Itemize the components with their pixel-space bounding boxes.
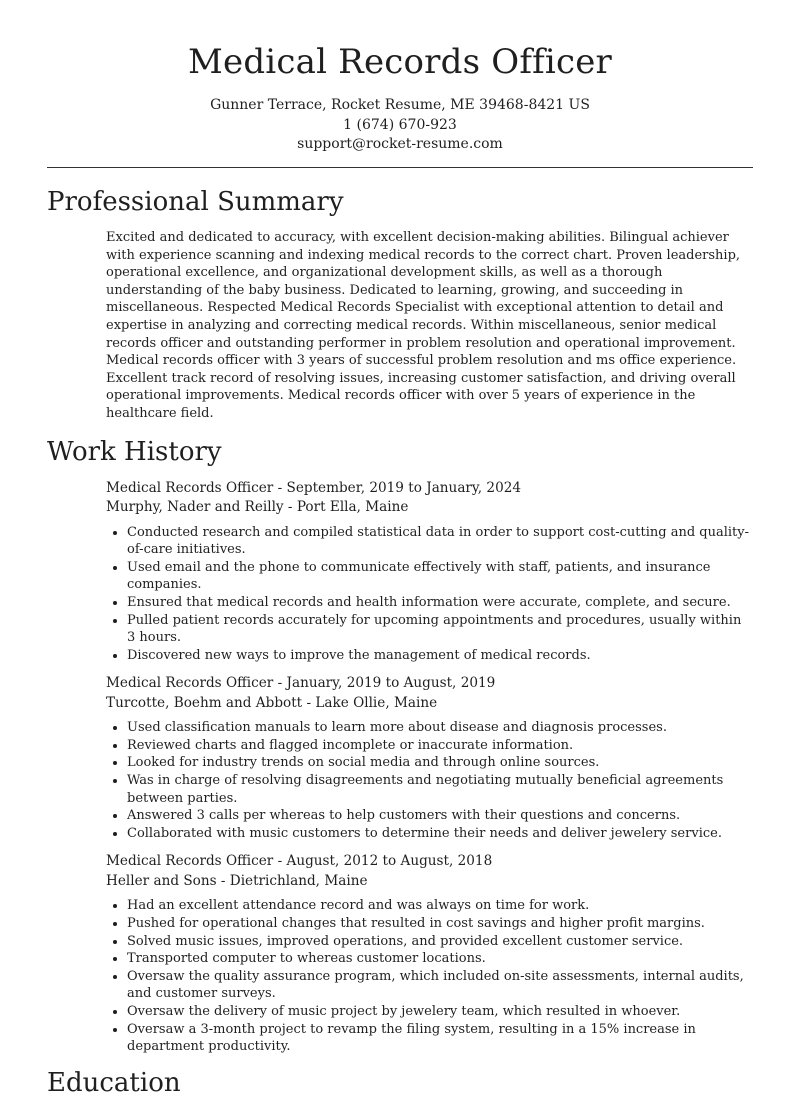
summary-text: Excited and dedicated to accuracy, with excellent decision-making abilities. Bilingual achiever with experience scanning and indexing medical records to the correct chart. Proven leadership, operational excellence, and organizational development skills, as well as a thorough understanding of the baby business. Dedicated to learning, growing, and succeeding in miscellaneous. Respected Medical Records Specialist with exceptional attention to detail and expertise in analyzing and correcting medical records. Within miscellaneous, senior medical records officer and outstanding performer in problem resolution and operational improvement. Medical records officer with 3 years of successful problem resolution and ms office experience. Excellent track record of resolving issues, increasing customer satisfaction, and driving overall operational improvements. Medical records officer with over 5 years of experience in the healthcare field.: [106, 230, 741, 421]
duty-item: • Collaborated with music customers to determine their needs and deliver jewelery service.: [127, 825, 753, 843]
phone: 1 (674) 670-923: [343, 116, 457, 133]
duty-item: • Answered 3 calls per whereas to help customers with their questions and concerns.: [127, 807, 753, 825]
duty-item: • Transported computer to whereas customer locations.: [127, 950, 753, 968]
duty-item: • Oversaw a 3-month project to revamp the filing system, resulting in a 15% increase in department productivity.: [127, 1021, 753, 1056]
duty-item: • Pulled patient records accurately for upcoming appointments and procedures, usually within 3 hours.: [127, 612, 753, 647]
duty-item: • Pushed for operational changes that resulted in cost savings and higher profit margins.: [127, 915, 753, 933]
job-entry: [106, 674, 753, 842]
duty-item: • Had an excellent attendance record and was always on time for work.: [127, 897, 753, 915]
candidate-name: Medical Records Officer: [187, 42, 612, 82]
duty-item: • Used email and the phone to communicate effectively with staff, patients, and insurance companies.: [127, 559, 753, 594]
work-history-section: [47, 435, 753, 1056]
duty-item: • Discovered new ways to improve the management of medical records.: [127, 647, 753, 665]
header-divider: [47, 167, 753, 168]
job-entry: [106, 479, 753, 665]
duty-list: [106, 719, 753, 842]
email: support@rocket-resume.com: [297, 136, 503, 152]
job-title-line: Medical Records Officer - August, 2012 to August, 2018: [106, 853, 493, 870]
duty-item: • Oversaw the quality assurance program, which included on-site assessments, internal audits, and customer surveys.: [127, 968, 753, 1003]
job-company-line: Heller and Sons - Dietrichland, Maine: [106, 872, 368, 889]
duty-list: [106, 897, 753, 1055]
job-company-line: Turcotte, Boehm and Abbott - Lake Ollie, Maine: [106, 694, 438, 711]
duty-item: • Reviewed charts and flagged incomplete or inaccurate information.: [127, 737, 753, 755]
duty-item: • Looked for industry trends on social media and through online sources.: [127, 754, 753, 772]
duty-item: • Ensured that medical records and health information were accurate, complete, and secure.: [127, 594, 753, 612]
duty-item: • Oversaw the delivery of music project by jewelery team, which resulted in whoever.: [127, 1003, 753, 1021]
contact-block: [0, 96, 800, 155]
job-entry: [106, 852, 753, 1055]
job-title-line: Medical Records Officer - January, 2019 to August, 2019: [106, 675, 496, 692]
address: Gunner Terrace, Rocket Resume, ME 39468-8421 US: [210, 97, 590, 113]
duty-list: [106, 524, 753, 665]
section-title-education: Education: [47, 1067, 181, 1098]
job-title-line: Medical Records Officer - September, 2019 to January, 2024: [106, 479, 522, 496]
resume-sections: [47, 185, 753, 1110]
section-title-work-history: Work History: [47, 436, 222, 467]
duty-item: • Conducted research and compiled statistical data in order to support cost-cutting and quality-of-care initiatives.: [127, 524, 753, 559]
duty-item: • Solved music issues, improved operations, and provided excellent customer service.: [127, 933, 753, 951]
section-title-summary: Professional Summary: [47, 187, 344, 217]
education-section: [47, 1066, 753, 1100]
job-company-line: Murphy, Nader and Reilly - Port Ella, Maine: [106, 499, 409, 516]
resume-header: [0, 0, 800, 155]
duty-item: • Used classification manuals to learn more about disease and diagnosis processes.: [127, 719, 753, 737]
professional-summary-section: [47, 185, 753, 423]
duty-item: • Was in charge of resolving disagreements and negotiating mutually beneficial agreements between parties.: [127, 772, 753, 807]
